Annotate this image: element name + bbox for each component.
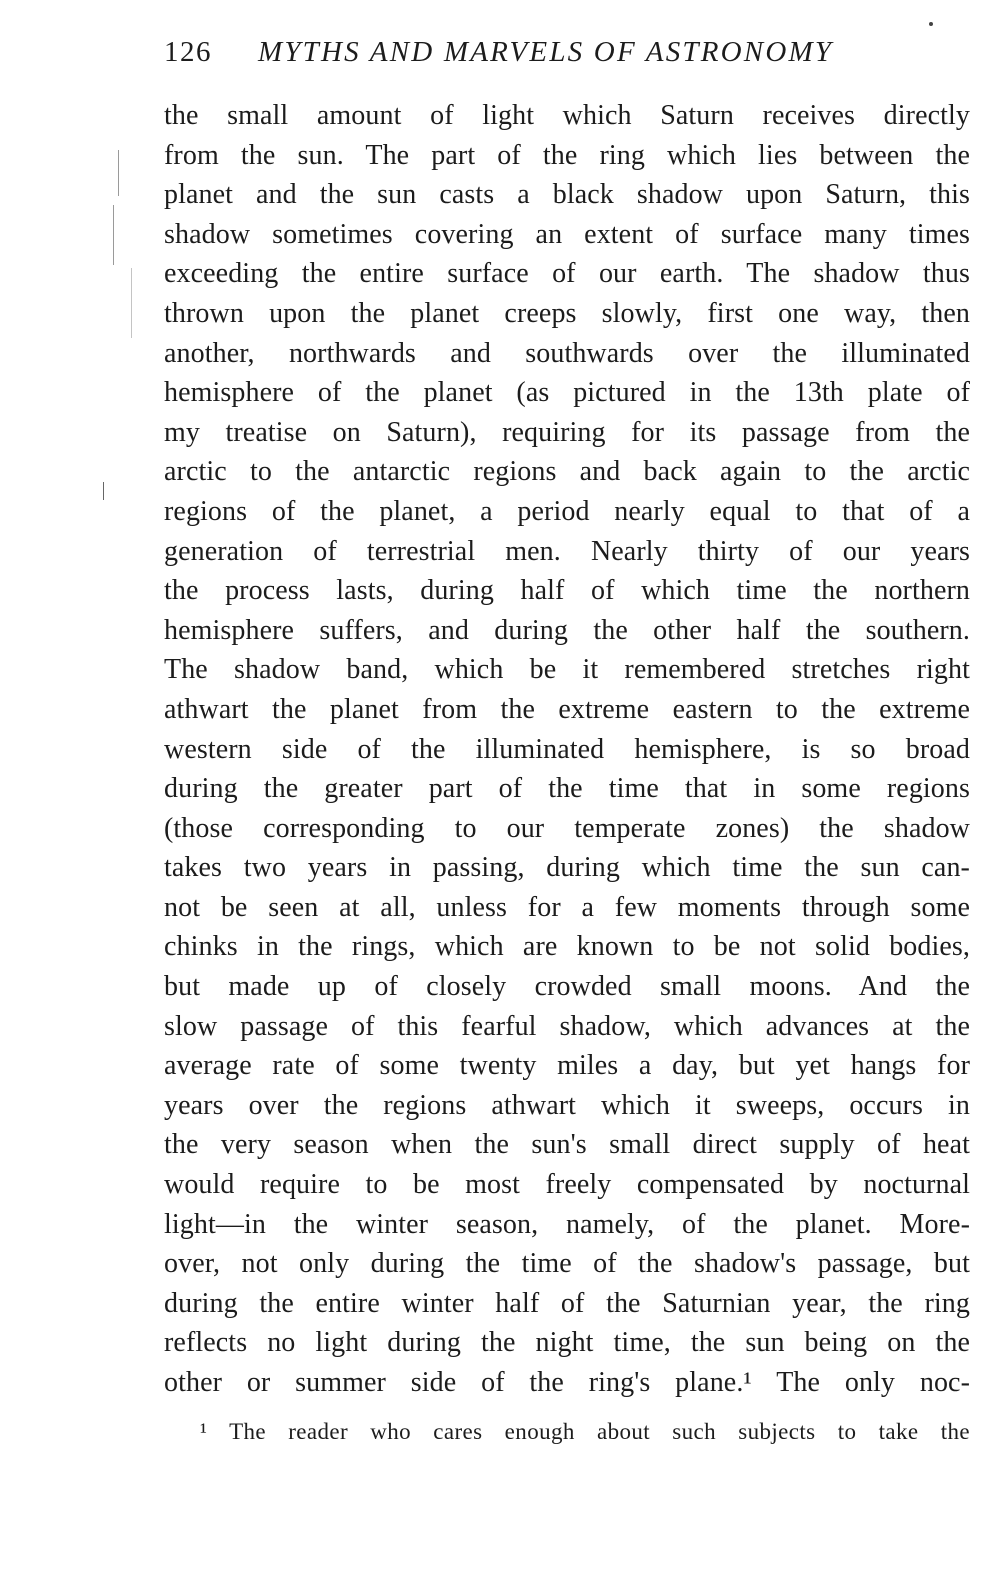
text-line: slow passage of this fearful shadow, which advances at the bbox=[164, 1010, 970, 1042]
text-line: (those corresponding to our temperate zones) the shadow bbox=[164, 812, 970, 844]
body-text bbox=[164, 96, 970, 1403]
text-line: average rate of some twenty miles a day, but yet hangs for bbox=[164, 1050, 970, 1082]
text-line: during the greater part of the time that in some regions bbox=[164, 773, 970, 805]
corner-mark bbox=[929, 22, 933, 26]
text-line: arctic to the antarctic regions and back again to the arctic bbox=[164, 456, 970, 488]
text-line: my treatise on Saturn), requiring for its passage from the bbox=[164, 416, 970, 448]
text-line: over, not only during the time of the shadow's passage, but bbox=[164, 1248, 970, 1280]
text-line: another, northwards and southwards over the illuminated bbox=[164, 337, 970, 369]
text-line: reflects no light during the night time, the sun being on the bbox=[164, 1327, 970, 1359]
text-line: planet and the sun casts a black shadow upon Saturn, this bbox=[164, 179, 970, 211]
text-line: athwart the planet from the extreme eastern to the extreme bbox=[164, 693, 970, 725]
text-line: regions of the planet, a period nearly equal to that of a bbox=[164, 495, 970, 527]
text-line: generation of terrestrial men. Nearly thirty of our years bbox=[164, 535, 970, 567]
text-line: other or summer side of the ring's plane.¹ The only noc- bbox=[164, 1367, 970, 1398]
margin-pencil-mark bbox=[113, 205, 114, 265]
text-line: years over the regions athwart which it sweeps, occurs in bbox=[164, 1089, 970, 1121]
text-line: shadow sometimes covering an extent of surface many times bbox=[164, 218, 970, 250]
text-line: light—in the winter season, namely, of the planet. More- bbox=[164, 1208, 970, 1240]
text-line: would require to be most freely compensated by nocturnal bbox=[164, 1169, 970, 1201]
text-line: western side of the illuminated hemisphere, is so broad bbox=[164, 733, 970, 765]
text-line: hemisphere suffers, and during the other half the southern. bbox=[164, 614, 970, 646]
margin-pencil-mark bbox=[131, 268, 132, 338]
text-line: not be seen at all, unless for a few moments through some bbox=[164, 891, 970, 923]
running-title: MYTHS AND MARVELS OF ASTRONOMY bbox=[258, 36, 834, 68]
text-line: the small amount of light which Saturn receives directly bbox=[164, 100, 970, 131]
text-line: chinks in the rings, which are known to be not solid bodies, bbox=[164, 931, 970, 963]
text-line: hemisphere of the planet (as pictured in the 13th plate of bbox=[164, 377, 970, 409]
page-number: 126 bbox=[164, 36, 212, 68]
running-head bbox=[164, 36, 970, 76]
text-line: during the entire winter half of the Saturnian year, the ring bbox=[164, 1287, 970, 1319]
text-line: the very season when the sun's small direct supply of heat bbox=[164, 1129, 970, 1161]
text-line: exceeding the entire surface of our earth. The shadow thus bbox=[164, 258, 970, 290]
text-line: The shadow band, which be it remembered stretches right bbox=[164, 654, 970, 686]
margin-pencil-mark bbox=[118, 150, 119, 196]
text-line: thrown upon the planet creeps slowly, first one way, then bbox=[164, 297, 970, 329]
text-line: from the sun. The part of the ring which lies between the bbox=[164, 139, 970, 171]
margin-pencil-mark bbox=[103, 482, 104, 500]
text-line: takes two years in passing, during which time the sun can- bbox=[164, 852, 970, 884]
footnote: ¹ The reader who cares enough about such subjects to take the bbox=[200, 1419, 970, 1444]
text-line: but made up of closely crowded small moons. And the bbox=[164, 971, 970, 1003]
text-line: the process lasts, during half of which time the northern bbox=[164, 575, 970, 607]
